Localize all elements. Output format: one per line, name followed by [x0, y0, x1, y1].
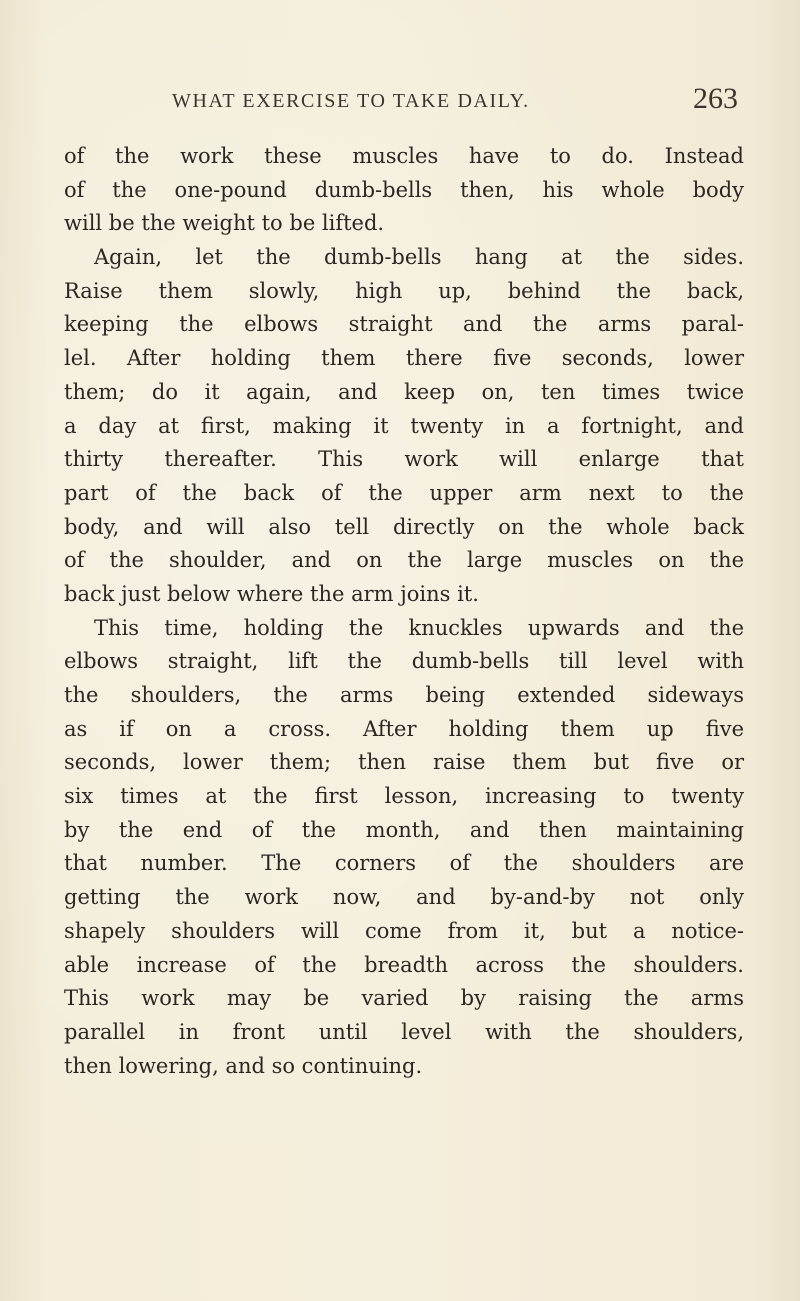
- text-line: as if on a cross. After holding them up five: [64, 716, 744, 741]
- text-line: then lowering, and so continuing.: [64, 1053, 423, 1078]
- text-line: will be the weight to be lifted.: [64, 211, 385, 236]
- text-line: shapely shoulders will come from it, but a notice-: [64, 918, 744, 943]
- text-line: This work may be varied by raising the arms: [64, 986, 744, 1011]
- text-line: back just below where the arm joins it.: [64, 581, 479, 606]
- text-line: lel. After holding them there five seconds, lower: [64, 346, 744, 371]
- running-head: [60, 84, 740, 124]
- text-line: of the shoulder, and on the large muscles on the: [64, 548, 744, 573]
- text-line: a day at first, making it twenty in a fortnight, and: [64, 413, 744, 438]
- body-text: [64, 140, 744, 1083]
- running-title: WHAT EXERCISE TO TAKE DAILY.: [172, 90, 530, 112]
- text-line: able increase of the breadth across the shoulders.: [64, 952, 744, 977]
- text-line: body, and will also tell directly on the whole back: [64, 514, 744, 539]
- text-line: Raise them slowly, high up, behind the back,: [64, 278, 744, 303]
- text-line: elbows straight, lift the dumb-bells till level with: [64, 649, 744, 674]
- text-line: parallel in front until level with the shoulders,: [64, 1019, 744, 1044]
- text-line: thirty thereafter. This work will enlarge that: [64, 447, 744, 472]
- text-line: Again, let the dumb-bells hang at the sides.: [94, 245, 744, 270]
- text-line: seconds, lower them; then raise them but five or: [64, 750, 744, 775]
- text-line: them; do it again, and keep on, ten times twice: [64, 379, 744, 404]
- text-line: This time, holding the knuckles upwards and the: [94, 615, 744, 640]
- page-number: 263: [693, 82, 738, 115]
- text-line: six times at the first lesson, increasing to twenty: [64, 784, 744, 809]
- text-line: that number. The corners of the shoulders are: [64, 851, 744, 876]
- text-line: keeping the elbows straight and the arms paral-: [64, 312, 744, 337]
- text-line: the shoulders, the arms being extended sideways: [64, 683, 744, 707]
- text-line: of the one-pound dumb-bells then, his whole body: [64, 177, 744, 202]
- text-line: part of the back of the upper arm next to the: [64, 480, 744, 505]
- text-line: by the end of the month, and then maintaining: [64, 817, 744, 842]
- text-line: getting the work now, and by-and-by not only: [64, 885, 744, 910]
- text-line: of the work these muscles have to do. Instead: [64, 144, 744, 168]
